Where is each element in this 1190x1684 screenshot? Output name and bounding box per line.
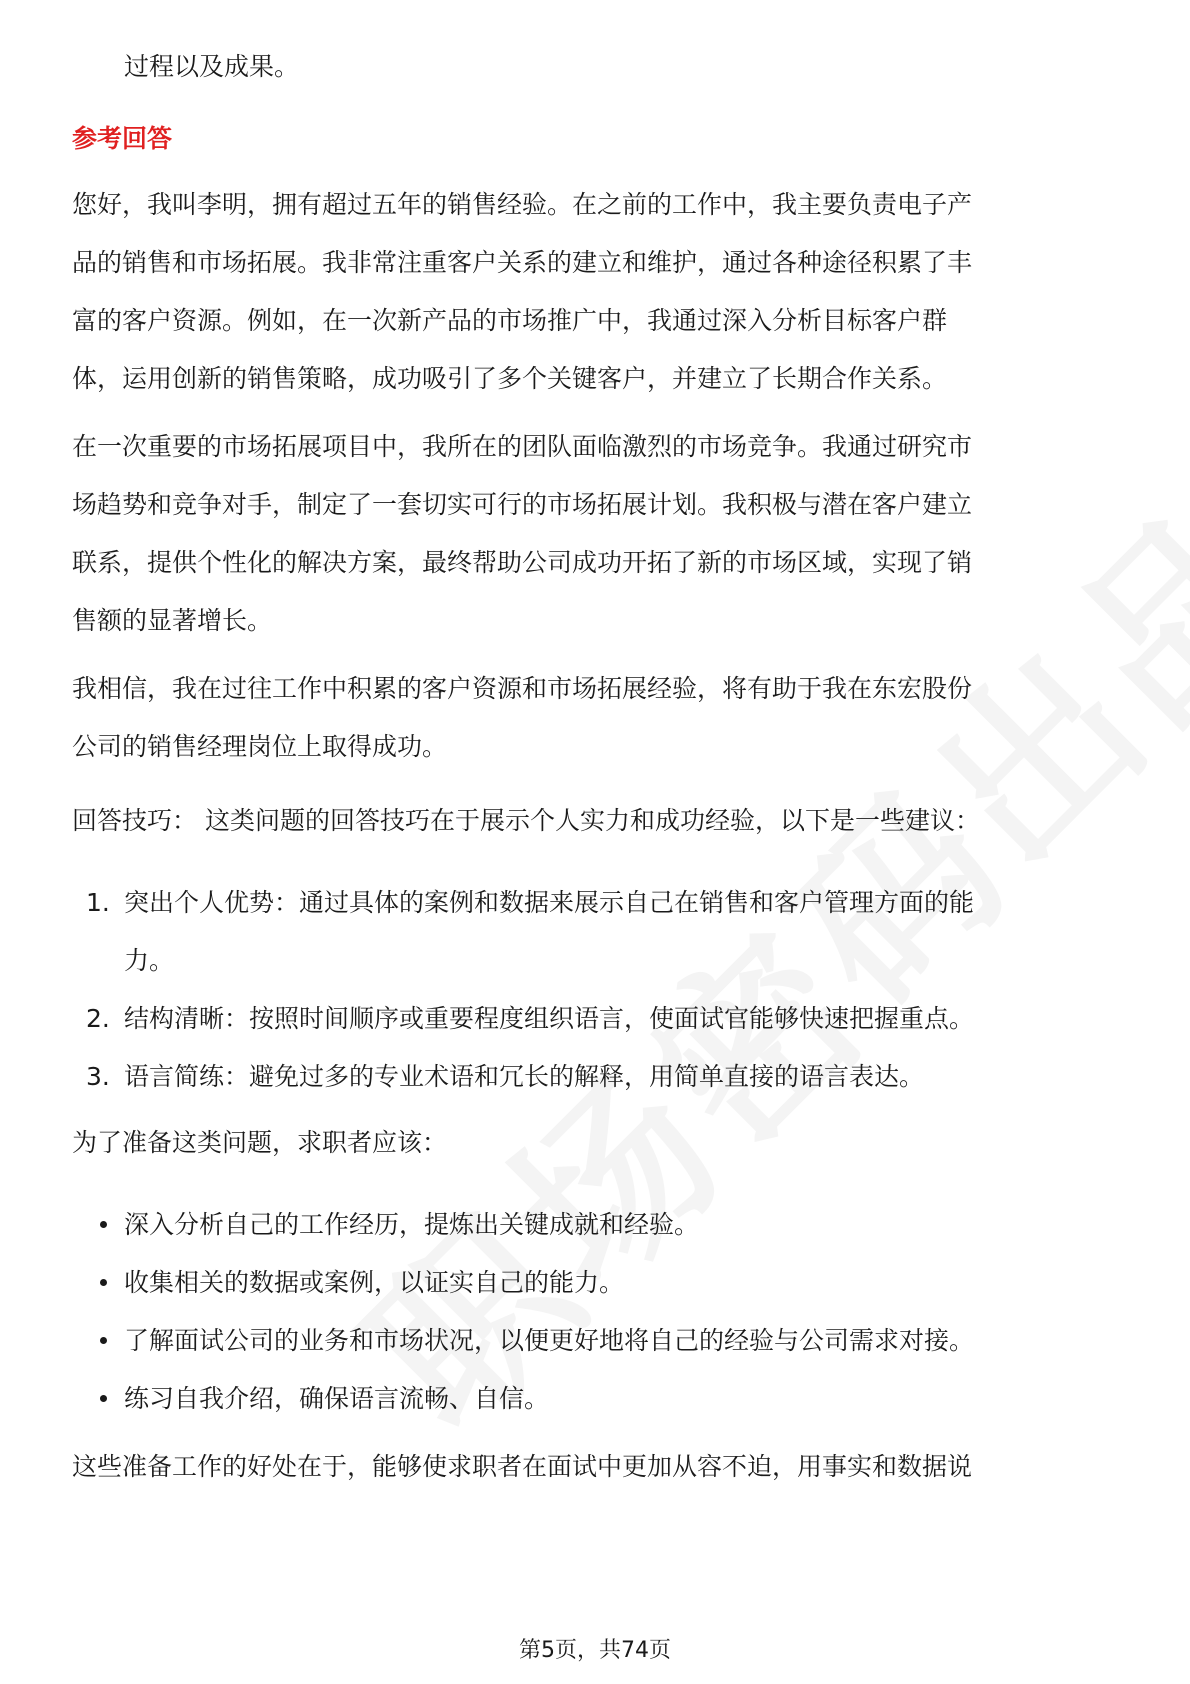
list-item-text: 深入分析自己的工作经历，提炼出关键成就和经验。 — [124, 1210, 700, 1239]
list-number: 1. — [86, 888, 110, 917]
bullet-icon — [100, 1221, 107, 1228]
paragraph-1 — [72, 176, 1117, 408]
paragraph-line: 联系，提供个性化的解决方案，最终帮助公司成功开拓了新的市场区域，实现了销 — [72, 548, 973, 577]
list-item — [72, 990, 1117, 1048]
list-item-text: 结构清晰：按照时间顺序或重要程度组织语言，使面试官能够快速把握重点。 — [124, 1004, 975, 1033]
paragraph-line: 品的销售和市场拓展。我非常注重客户关系的建立和维护，通过各种途径积累了丰 — [72, 248, 973, 277]
list-item — [72, 874, 1117, 990]
page-number: 第5页，共74页 — [519, 1638, 671, 1663]
paragraph-line: 我相信，我在过往工作中积累的客户资源和市场拓展经验，将有助于我在东宏股份 — [72, 674, 973, 703]
closing-paragraph — [72, 1438, 1117, 1496]
paragraph-line: 富的客户资源。例如，在一次新产品的市场推广中，我通过深入分析目标客户群 — [72, 306, 948, 335]
list-item-text: 练习自我介绍，确保语言流畅、自信。 — [124, 1384, 550, 1413]
paragraph-line: 您好，我叫李明，拥有超过五年的销售经验。在之前的工作中，我主要负责电子产 — [72, 190, 973, 219]
list-item-text: 了解面试公司的业务和市场状况，以便更好地将自己的经验与公司需求对接。 — [124, 1326, 975, 1355]
bullet-icon — [100, 1337, 107, 1344]
paragraph-line: 公司的销售经理岗位上取得成功。 — [72, 732, 448, 761]
bullet-icon — [100, 1279, 107, 1286]
list-item-text: 语言简练：避免过多的专业术语和冗长的解释，用简单直接的语言表达。 — [124, 1062, 925, 1091]
paragraph-line: 在一次重要的市场拓展项目中，我所在的团队面临激烈的市场竞争。我通过研究市 — [72, 432, 973, 461]
paragraph-3 — [72, 660, 1117, 776]
list-item — [72, 1370, 1117, 1428]
list-item-text: 力。 — [124, 946, 175, 975]
prep-intro — [72, 1114, 1117, 1172]
continuation-text: 过程以及成果。 — [124, 52, 300, 81]
section-heading: 参考回答 — [72, 124, 173, 153]
list-item — [72, 1196, 1117, 1254]
list-item — [72, 1312, 1117, 1370]
list-number: 2. — [86, 1004, 110, 1033]
list-number: 3. — [86, 1062, 110, 1091]
tips-ordered-list — [72, 874, 1117, 1106]
paragraph-line: 这些准备工作的好处在于，能够使求职者在面试中更加从容不迫，用事实和数据说 — [72, 1452, 973, 1481]
paragraph-line: 售额的显著增长。 — [72, 606, 273, 635]
list-item — [72, 1254, 1117, 1312]
tips-intro-text: 回答技巧： 这类问题的回答技巧在于展示个人实力和成功经验，以下是一些建议： — [72, 806, 980, 835]
list-item — [72, 1048, 1117, 1106]
paragraph-line: 体，运用创新的销售策略，成功吸引了多个关键客户，并建立了长期合作关系。 — [72, 364, 948, 393]
bullet-icon — [100, 1395, 107, 1402]
paragraph-line: 场趋势和竞争对手，制定了一套切实可行的市场拓展计划。我积极与潜在客户建立 — [72, 490, 973, 519]
prep-bullet-list — [72, 1196, 1117, 1428]
list-item-text: 突出个人优势：通过具体的案例和数据来展示自己在销售和客户管理方面的能 — [124, 888, 975, 917]
tips-intro — [72, 792, 1117, 850]
list-item-text: 收集相关的数据或案例，以证实自己的能力。 — [124, 1268, 625, 1297]
paragraph-2 — [72, 418, 1117, 650]
prep-intro-text: 为了准备这类问题，求职者应该： — [72, 1128, 448, 1157]
